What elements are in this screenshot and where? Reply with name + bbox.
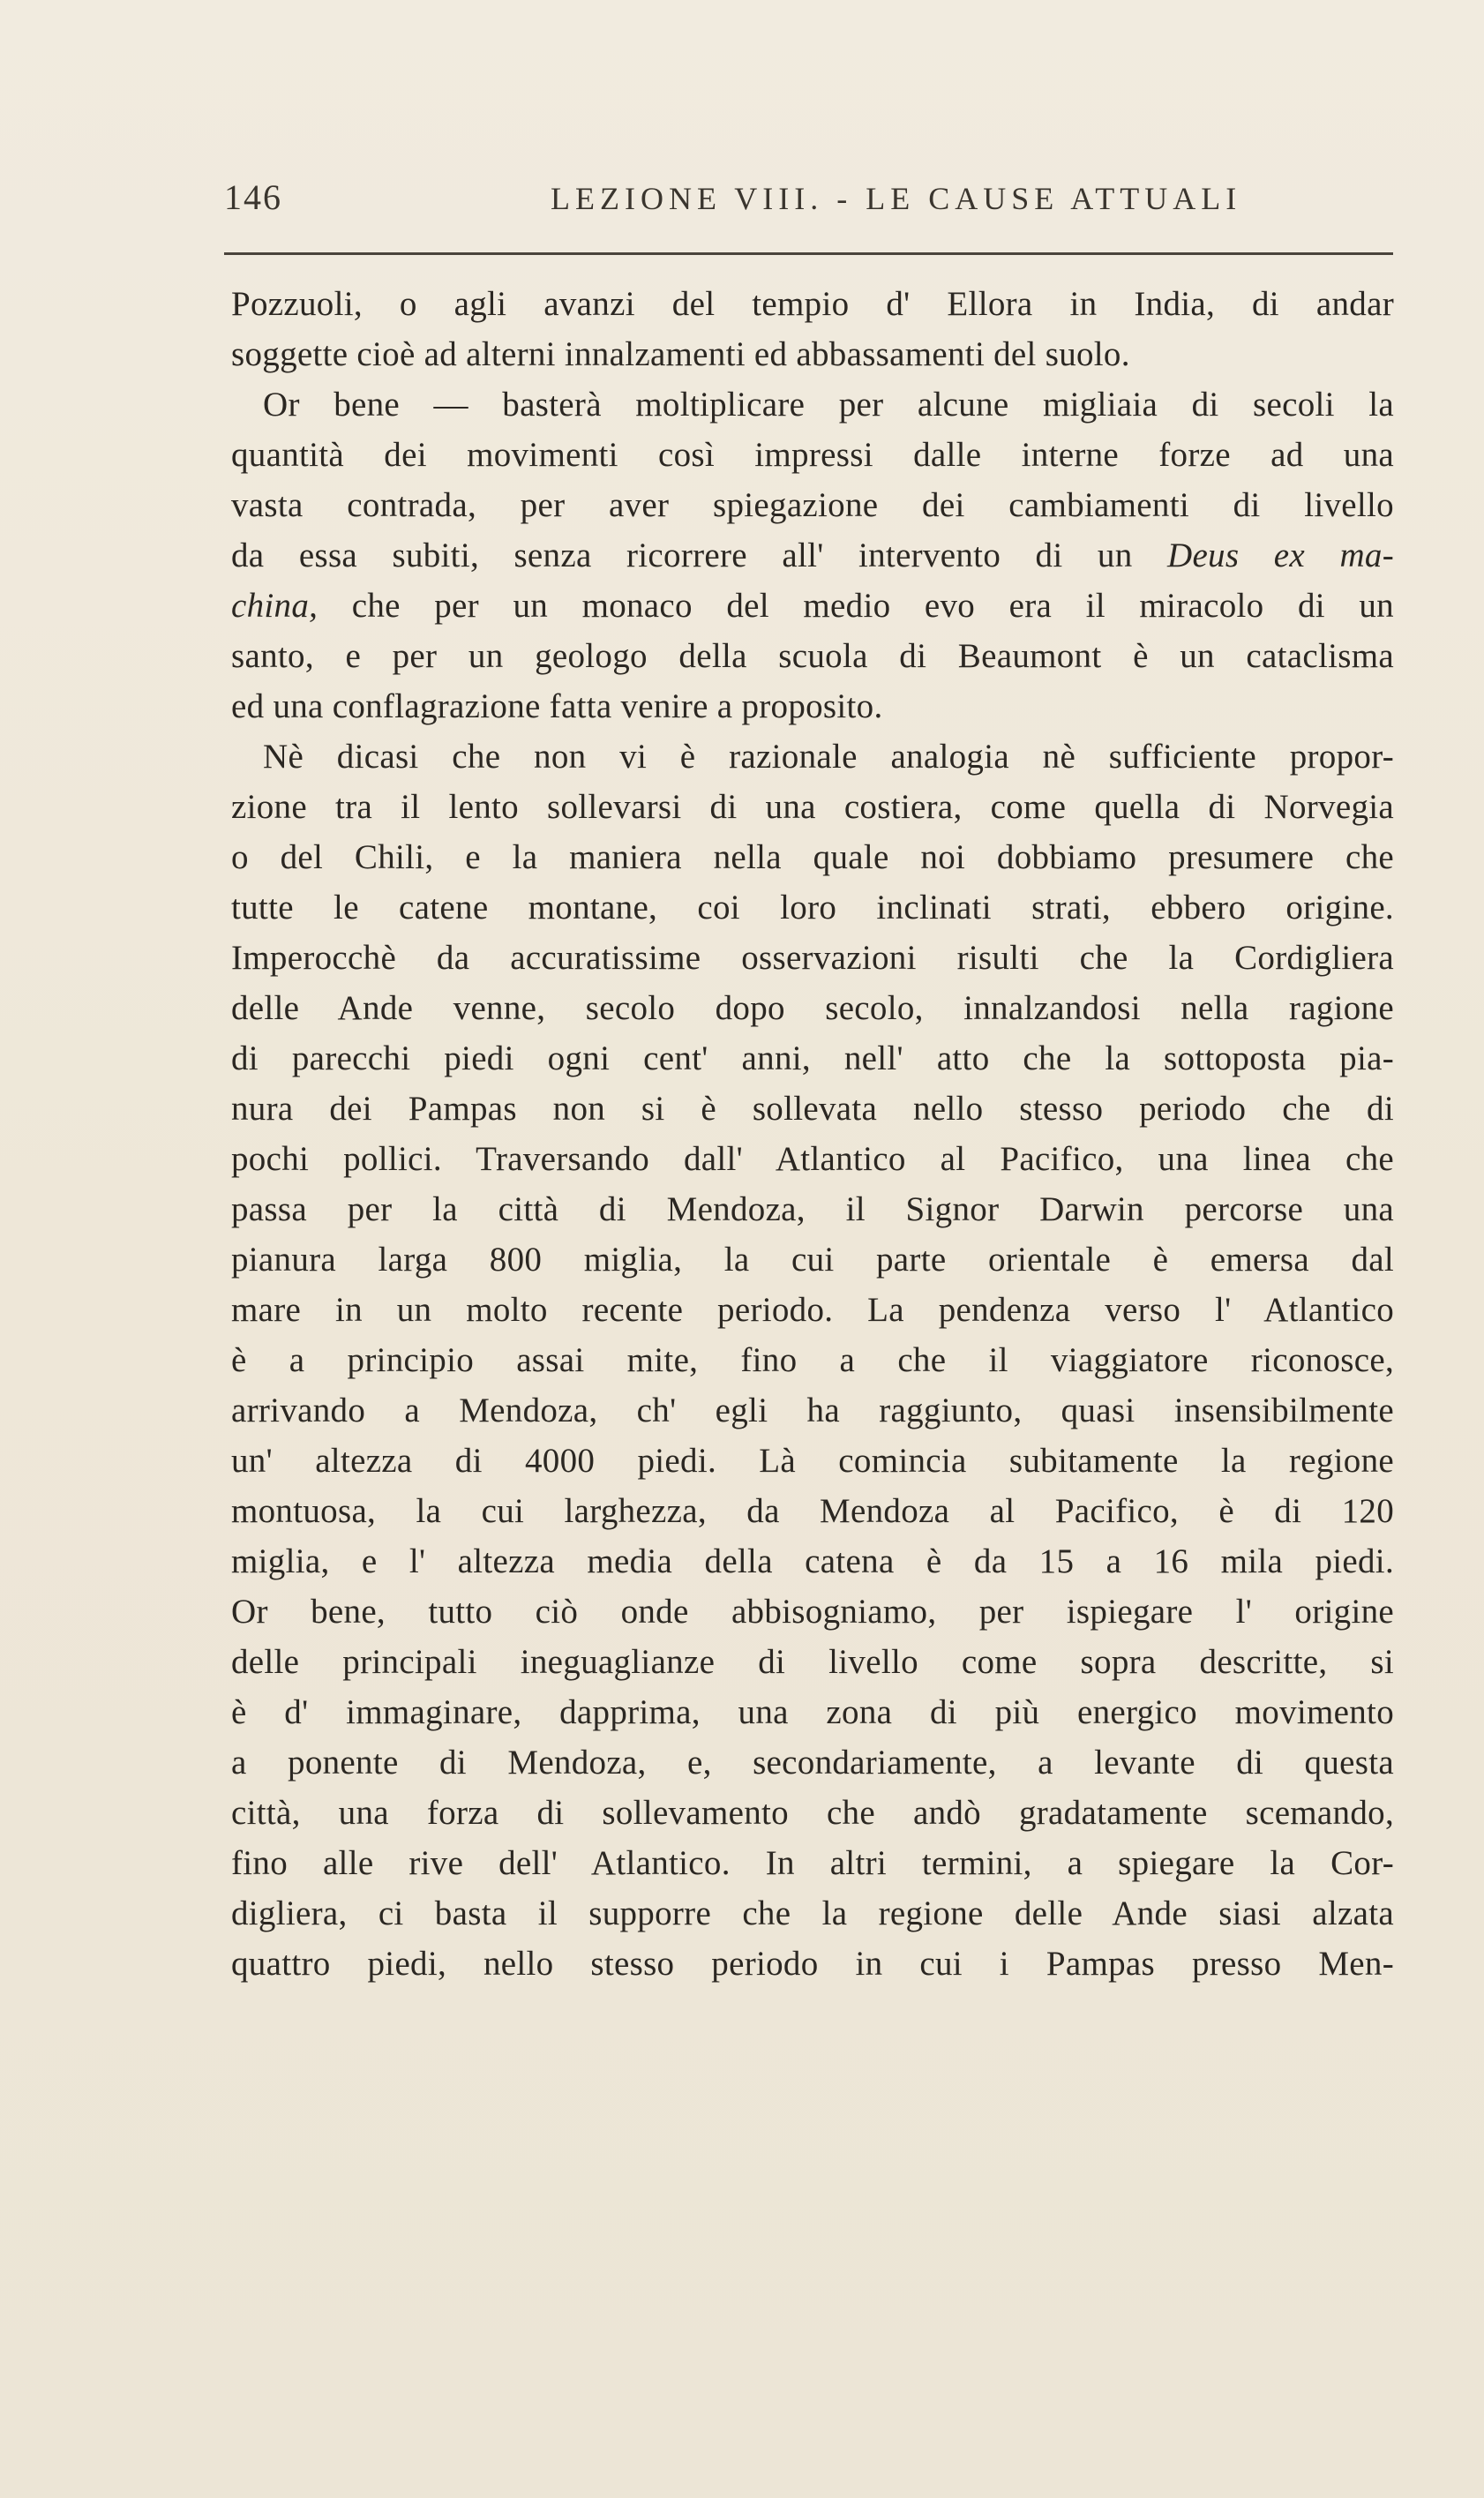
text-line: pochi pollici. Traversando dall' Atlantico al Pacifico, una linea che	[231, 1140, 1394, 1178]
text-line	[231, 581, 1394, 631]
body-text	[231, 279, 1394, 1989]
text-line: Pozzuoli, o agli avanzi del tempio d' Ellora in India, di andar	[231, 285, 1394, 323]
text-line: delle Ande venne, secolo dopo secolo, innalzandosi nella ragione	[231, 989, 1394, 1027]
text-line: Or bene — basterà moltiplicare per alcune migliaia di secoli la	[263, 386, 1394, 424]
text-line: montuosa, la cui larghezza, da Mendoza al Pacifico, è di 120	[231, 1492, 1394, 1530]
text-line: è d' immaginare, dapprima, una zona di più energico movimento	[231, 1693, 1394, 1731]
text-line: pianura larga 800 miglia, la cui parte orientale è emersa dal	[231, 1241, 1394, 1279]
text-line: miglia, e l' altezza media della catena è da 15 a 16 mila piedi.	[231, 1542, 1394, 1580]
text-line: Imperocchè da accuratissime osservazioni risulti che la Cordigliera	[231, 939, 1394, 977]
text-line-italic: china,	[231, 587, 319, 625]
text-line-plain: da essa subiti, senza ricorrere all' intervento di un	[231, 536, 1167, 574]
text-line: tutte le catene montane, coi loro inclinati strati, ebbero origine.	[231, 889, 1394, 926]
text-line: o del Chili, e la maniera nella quale noi dobbiamo presumere che	[231, 838, 1394, 876]
text-line-italic: Deus ex ma-	[1166, 536, 1394, 574]
text-line: digliera, ci basta il supporre che la regione delle Ande siasi alzata	[231, 1894, 1394, 1932]
text-line: vasta contrada, per aver spiegazione dei cambiamenti di livello	[231, 486, 1394, 524]
text-line: è a principio assai mite, fino a che il viaggiatore riconosce,	[231, 1341, 1394, 1379]
text-line: Or bene, tutto ciò onde abbisogniamo, per ispiegare l' origine	[231, 1593, 1394, 1631]
header-rule	[224, 252, 1393, 255]
text-line: mare in un molto recente periodo. La pendenza verso l' Atlantico	[231, 1291, 1394, 1329]
text-line: nura dei Pampas non si è sollevata nello stesso periodo che di	[231, 1090, 1394, 1128]
text-line: ed una conflagrazione fatta venire a proposito.	[231, 687, 883, 725]
text-line: Nè dicasi che non vi è razionale analogia nè sufficiente propor-	[263, 738, 1394, 776]
text-line: passa per la città di Mendoza, il Signor Darwin percorse una	[231, 1190, 1394, 1228]
running-head	[224, 176, 1393, 229]
text-line-plain: che per un monaco del medio evo era il miracolo di un	[318, 587, 1394, 625]
text-line: quattro piedi, nello stesso periodo in cui i Pampas presso Men-	[231, 1945, 1394, 1983]
text-line: fino alle rive dell' Atlantico. In altri termini, a spiegare la Cor-	[231, 1844, 1394, 1882]
text-line: arrivando a Mendoza, ch' egli ha raggiunto, quasi insensibilmente	[231, 1392, 1394, 1429]
running-head-title: LEZIONE VIII. - LE CAUSE ATTUALI	[551, 181, 1242, 216]
text-line: un' altezza di 4000 piedi. Là comincia subitamente la regione	[231, 1442, 1394, 1480]
text-line: a ponente di Mendoza, e, secondariamente, a levante di questa	[231, 1744, 1394, 1782]
text-line: santo, e per un geologo della scuola di Beaumont è un cataclisma	[231, 637, 1394, 675]
page-number: 146	[224, 177, 282, 217]
text-line	[231, 530, 1394, 581]
text-line: zione tra il lento sollevarsi di una costiera, come quella di Norvegia	[231, 788, 1394, 826]
text-line: delle principali ineguaglianze di livello come sopra descritte, si	[231, 1643, 1394, 1681]
text-line: quantità dei movimenti così impressi dalle interne forze ad una	[231, 436, 1394, 474]
text-line: di parecchi piedi ogni cent' anni, nell' atto che la sottoposta pia-	[231, 1039, 1394, 1077]
text-line: città, una forza di sollevamento che andò gradatamente scemando,	[231, 1794, 1394, 1832]
text-line: soggette cioè ad alterni innalzamenti ed abbassamenti del suolo.	[231, 335, 1130, 373]
